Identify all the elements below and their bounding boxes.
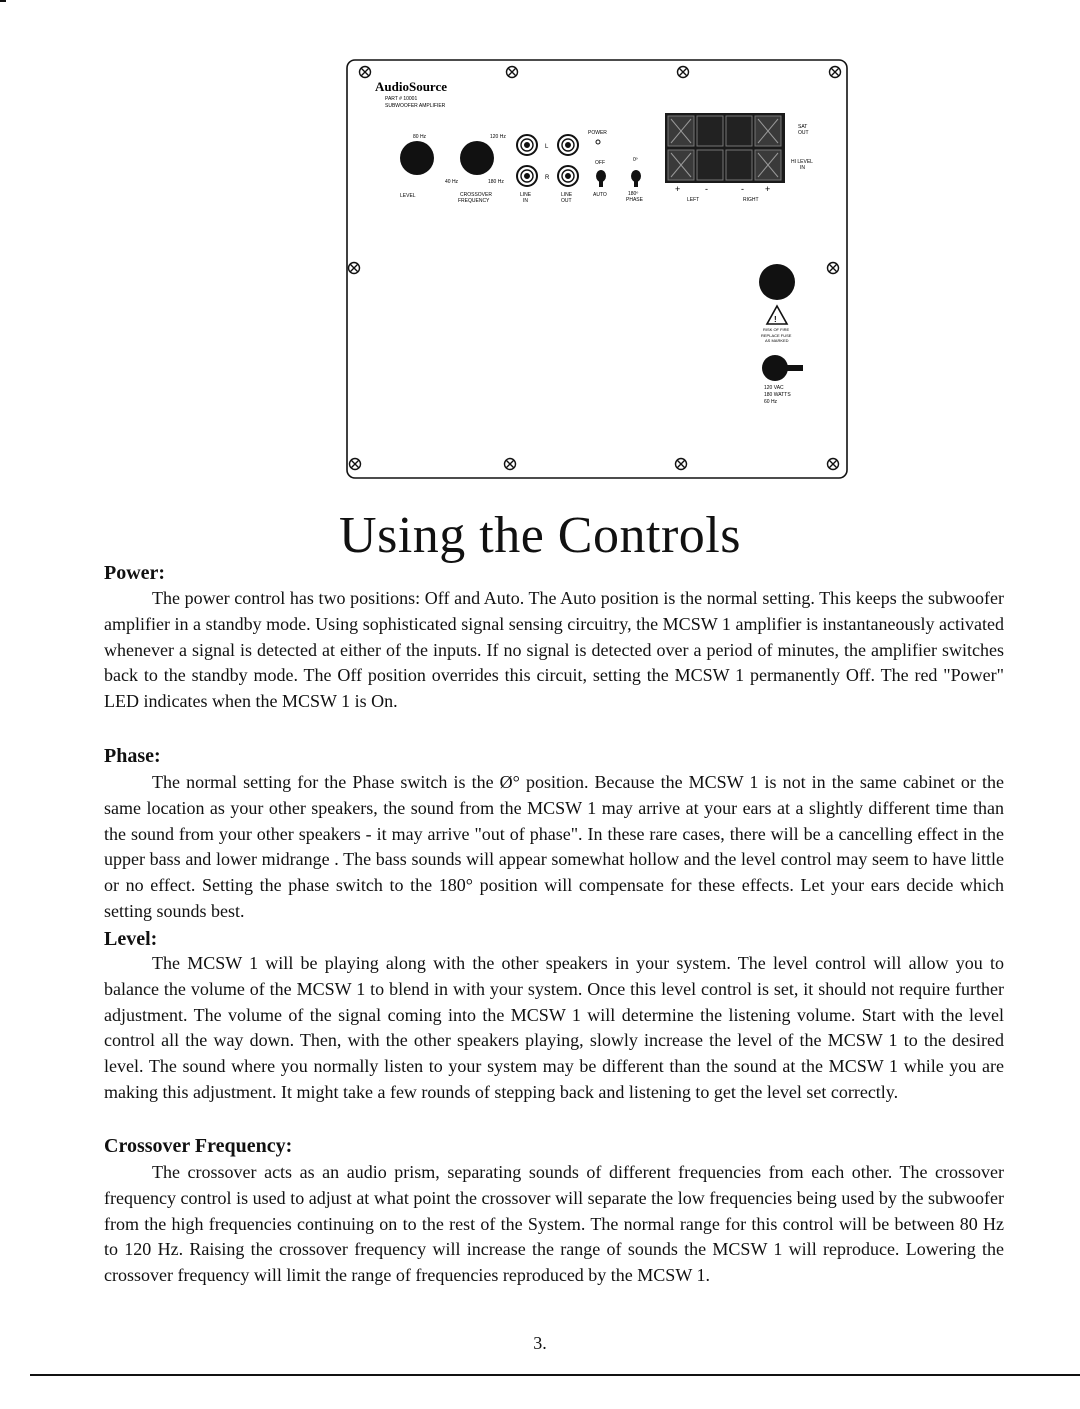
level-knob[interactable] xyxy=(400,141,434,175)
label-l: L xyxy=(545,144,549,150)
label-80hz: 80 Hz xyxy=(413,134,427,140)
fuse-holder[interactable] xyxy=(759,264,795,300)
svg-text:!: ! xyxy=(774,315,777,324)
page-title: Using the Controls xyxy=(339,507,741,564)
label-r: R xyxy=(545,175,550,181)
label-line-in-2: IN xyxy=(523,198,528,204)
label-180hz: 180 Hz xyxy=(488,179,504,185)
label-vac: 120 VAC xyxy=(764,385,784,391)
section-heading-power: Power: xyxy=(104,562,166,584)
power-led-icon xyxy=(596,140,600,144)
label-minus-left: - xyxy=(705,184,708,194)
crossover-knob[interactable] xyxy=(460,141,494,175)
amplifier-panel-diagram xyxy=(345,58,851,482)
label-as-marked: AS MARKED xyxy=(765,338,789,343)
label-off: OFF xyxy=(595,160,605,166)
scan-mark xyxy=(0,0,6,2)
label-hi-level-in: HI LEVEL xyxy=(791,159,813,165)
section-body-power: The power control has two positions: Off and Auto. The Auto position is the normal setting. This keeps the subwoofer amplifier in a standby mode. Using sophisticated signal sensing circuitry, the MCSW 1 amplifier is instantaneously activated whenever a signal is detected at either of the inputs. If no signal is detected over a period of minutes, the amplifier switches back to the standby mode. The Off position overrides this circuit, setting the MCSW 1 permanently Off. The red "Power" LED indicates when the MCSW 1 is On. xyxy=(104,588,1004,712)
label-sat-out-2: OUT xyxy=(798,130,809,136)
bottom-divider xyxy=(30,1374,1080,1376)
label-120hz: 120 Hz xyxy=(490,134,506,140)
label-right: RIGHT xyxy=(743,197,759,203)
label-plus-left: + xyxy=(675,184,681,194)
label-line-out: LINE xyxy=(561,192,573,198)
section-heading-level: Level: xyxy=(104,928,158,950)
label-phase: PHASE xyxy=(626,197,643,203)
label-60hz: 60 Hz xyxy=(764,399,778,405)
label-phase-180: 180º xyxy=(628,191,639,197)
warning-triangle-icon xyxy=(767,306,787,324)
label-line-out-2: OUT xyxy=(561,198,572,204)
phase-switch-icon[interactable] xyxy=(631,170,641,187)
label-level: LEVEL xyxy=(400,193,416,199)
label-minus-right: - xyxy=(741,184,744,194)
section-heading-crossover: Crossover Frequency: xyxy=(104,1135,293,1157)
label-crossover: CROSSOVER xyxy=(460,192,492,198)
brand-logo: AudioSource xyxy=(375,79,447,94)
page-number: 3. xyxy=(533,1333,547,1353)
label-hi-level-in-2: IN xyxy=(800,165,805,171)
label-sat-out: SAT xyxy=(798,124,808,130)
label-frequency: FREQUENCY xyxy=(458,198,490,204)
label-risk-of-fire: RISK OF FIRE xyxy=(763,327,790,332)
label-auto: AUTO xyxy=(593,192,607,198)
label-power: POWER xyxy=(588,130,607,136)
label-left: LEFT xyxy=(687,197,700,203)
section-body-phase: The normal setting for the Phase switch is the Ø° position. Because the MCSW 1 is not in the same cabinet or the same location as your other speakers, the sound from the MCSW 1 may arrive at your ears at a slightly different time than the sound from your other speakers - it may arrive "out of phase". In these rare cases, there will be a cancelling effect in the upper bass and lower midrange . The bass sounds will appear somewhat hollow and the level control may seem to have little or no effect. Setting the phase switch to the 180° position will compensate for these effects. Let your ears decide which setting sounds best. xyxy=(104,772,1004,921)
speaker-terminal-block[interactable] xyxy=(665,113,785,183)
label-40hz: 40 Hz xyxy=(445,179,459,185)
power-cord-icon xyxy=(762,355,803,381)
label-watts: 180 WATTS xyxy=(764,392,791,398)
section-body-crossover: The crossover acts as an audio prism, separating sounds of different frequencies from each other. The crossover frequency control is used to adjust at what point the crossover will separate the low frequencies being used by the subwoofer from the high frequencies continuing on to the rest of the System. The normal range for this control will be between 80 Hz to 120 Hz. Raising the crossover frequency will increase the range of sounds the MCSW 1 will reproduce. Lowering the crossover frequency will limit the range of frequencies reproduced by the MCSW 1. xyxy=(104,1162,1004,1286)
section-heading-phase: Phase: xyxy=(104,745,161,767)
label-replace-fuse: REPLACE FUSE xyxy=(761,333,792,338)
panel-subtitle: SUBWOOFER AMPLIFIER xyxy=(385,103,446,109)
label-plus-right: + xyxy=(765,184,771,194)
label-line-in: LINE xyxy=(520,192,532,198)
section-body-level: The MCSW 1 will be playing along with the other speakers in your system. The level control will allow you to balance the volume of the MCSW 1 to blend in with your system. Once this level control is set, it should not require further adjustment. The volume of the signal coming into the MCSW 1 will determine the listening volume. Start with the level control all the way down. Then, with the other speakers playing, slowly increase the level of the MCSW 1 to the desired level. The sound where you normally listen to your system may be different than the sound at the MCSW 1 while you are making this adjustment. It might take a few rounds of stepping back and listening to get the level set correctly. xyxy=(104,953,1004,1102)
part-number: PART # 10001 xyxy=(385,96,418,102)
power-switch-icon[interactable] xyxy=(596,170,606,187)
label-phase-0: 0º xyxy=(633,157,638,163)
